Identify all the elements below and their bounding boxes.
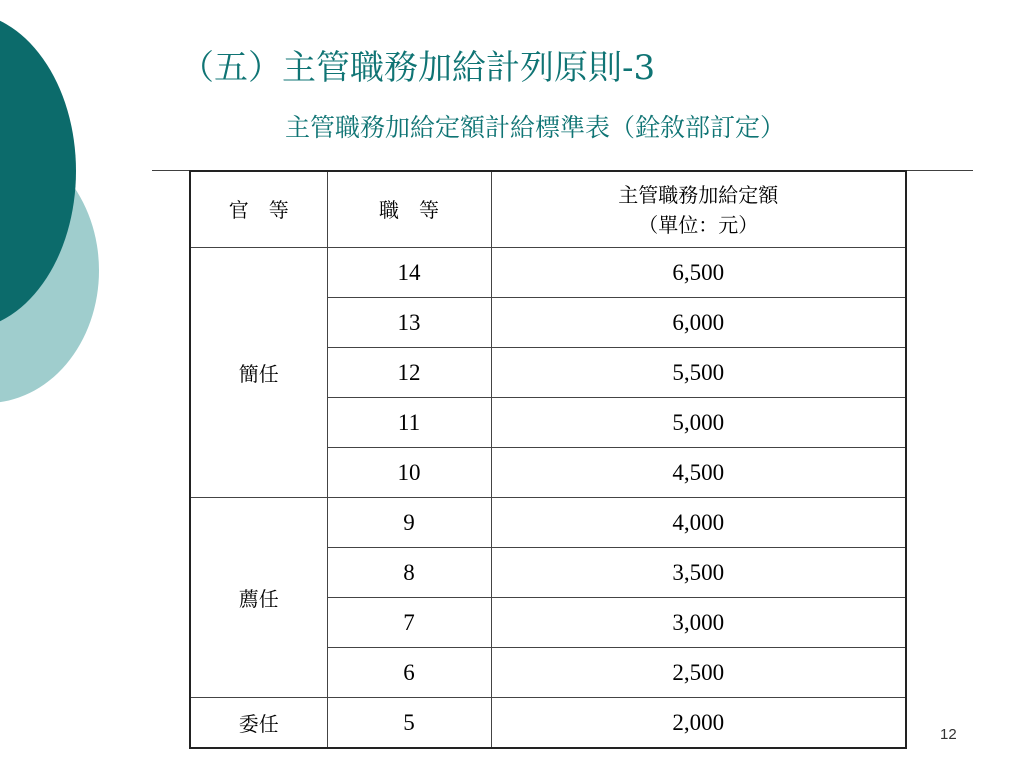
table-row [190,248,906,298]
grade-cell: 12 [327,348,491,398]
slide-title: （五）主管職務加給計列原則-3 [180,48,656,88]
grade-cell: 5 [327,698,491,749]
grade-cell: 10 [327,448,491,498]
amount-cell: 3,000 [491,598,906,648]
header-amount-unit: （單位：元） [638,212,759,237]
amount-cell: 6,000 [491,298,906,348]
table-body [190,248,906,749]
rank-cell: 簡任 [190,248,327,498]
amount-cell: 3,500 [491,548,906,598]
page-number: 12 [940,726,957,743]
amount-cell: 5,000 [491,398,906,448]
header-rank: 官 等 [190,171,327,248]
grade-cell: 13 [327,298,491,348]
table-header-row [190,171,906,248]
rank-cell: 委任 [190,698,327,749]
grade-cell: 7 [327,598,491,648]
amount-cell: 4,500 [491,448,906,498]
header-grade: 職 等 [327,171,491,248]
allowance-table [189,170,907,749]
grade-cell: 9 [327,498,491,548]
table-row [190,698,906,749]
header-amount [491,171,906,248]
grade-cell: 6 [327,648,491,698]
grade-cell: 8 [327,548,491,598]
header-amount-title: 主管職務加給定額 [618,182,779,207]
amount-cell: 2,500 [491,648,906,698]
slide-subtitle: 主管職務加給定額計給標準表（銓敘部訂定） [285,113,786,142]
grade-cell: 14 [327,248,491,298]
grade-cell: 11 [327,398,491,448]
amount-cell: 5,500 [491,348,906,398]
amount-cell: 6,500 [491,248,906,298]
table-row [190,498,906,548]
rank-cell: 薦任 [190,498,327,698]
amount-cell: 4,000 [491,498,906,548]
amount-cell: 2,000 [491,698,906,749]
